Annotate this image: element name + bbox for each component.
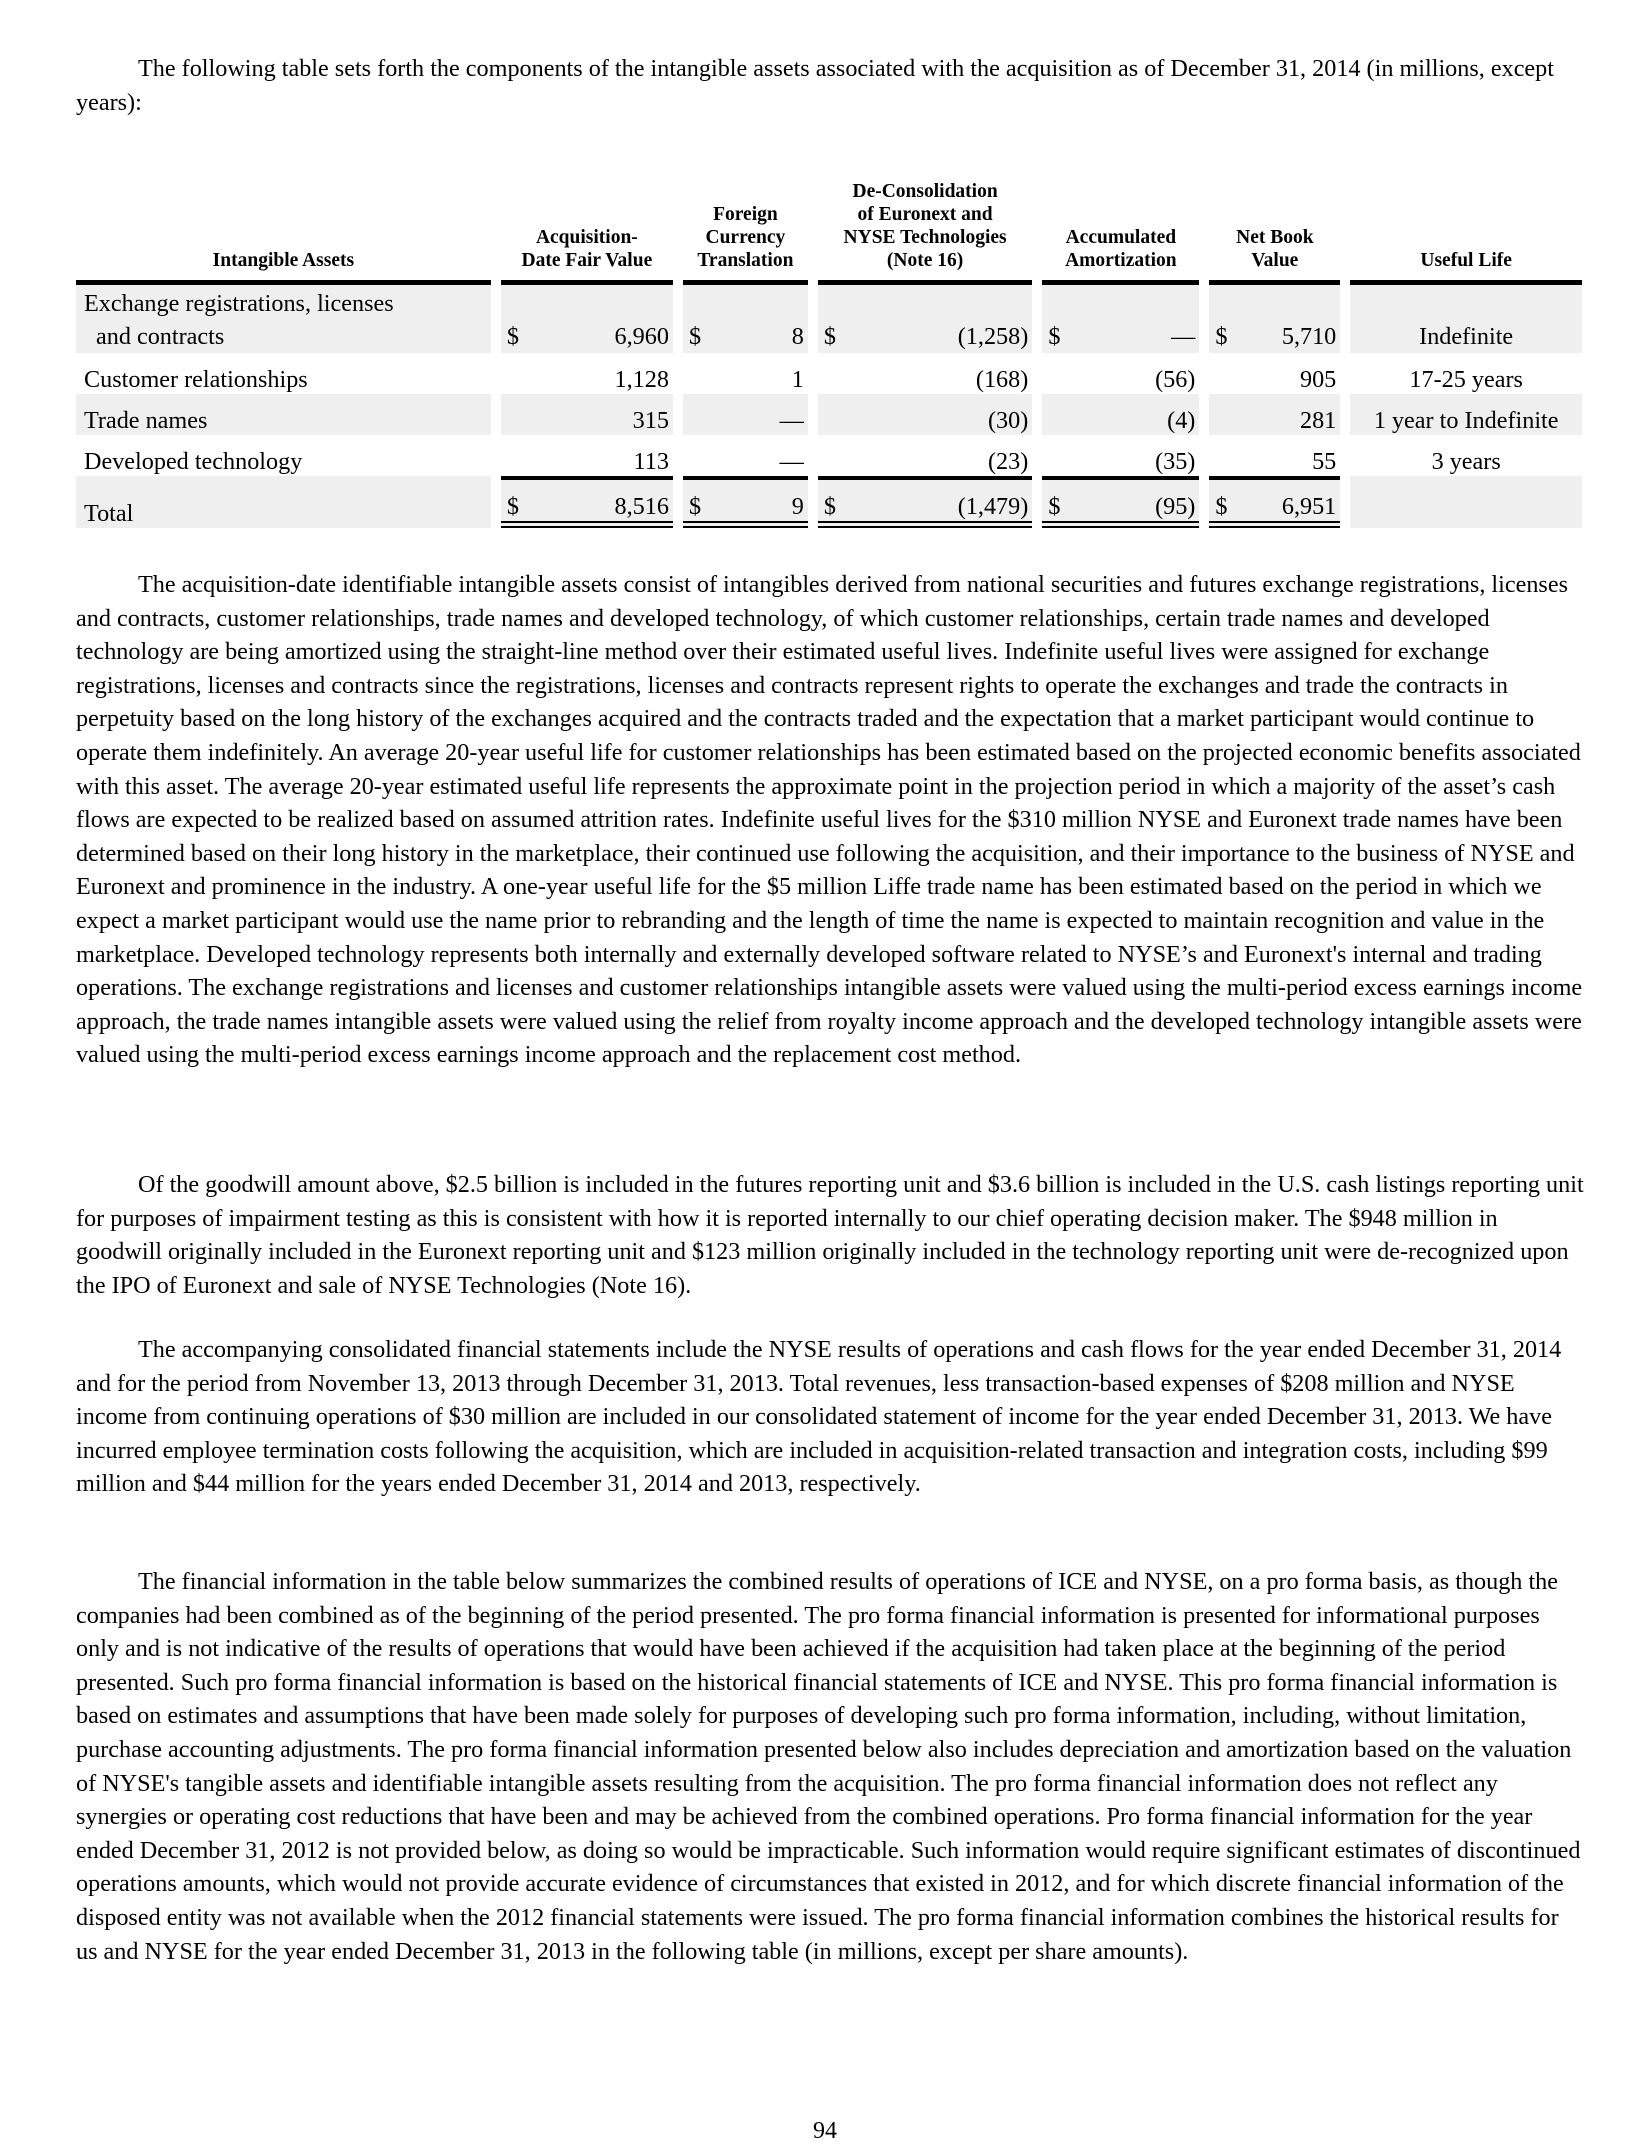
dollar-sign: $ bbox=[1209, 476, 1239, 528]
spacer bbox=[1032, 285, 1042, 353]
spacer bbox=[673, 353, 683, 394]
spacer bbox=[673, 285, 683, 353]
paragraph-intangibles: The acquisition-date identifiable intangible assets consist of intangibles derived from national securities and futures exchange registrations, licenses and contracts, customer relationships, trade names and developed technology, of which customer relationships, certain trade names and developed technology are being amortized using the straight-line method over their estimated useful lives. Indefinite useful lives were assigned for exchange registrations, licenses and contracts since the registrations, licenses and contracts represent rights to operate the exchanges and trade the contracts in perpetuity based on the long history of the exchanges acquired and the contracts traded and the expectation that a market participant would continue to operate them indefinitely. An average 20-year useful life for customer relationships has been estimated based on the projected economic benefits associated with this asset. The average 20-year estimated useful life represents the approximate point in the projection period in which a majority of the asset’s cash flows are expected to be realized based on assumed attrition rates. Indefinite useful lives for the $310 million NYSE and Euronext trade names have been determined based on their long history in the marketplace, their continued use following the acquisition, and their importance to the business of NYSE and Euronext and prominence in the industry. A one-year useful life for the $5 million Liffe trade name has been estimated based on the period in which we expect a market participant would use the name prior to rebranding and the length of time the name is expected to maintain recognition and value in the marketplace. Developed technology represents both internally and externally developed software related to NYSE’s and Euronext's internal and trading operations. The exchange registrations and licenses and customer relationships intangible assets were valued using the multi-period excess earnings income approach, the trade names intangible assets were valued using the relief from royalty income approach and the developed technology intangible assets were valued using the multi-period excess earnings income approach and the replacement cost method. bbox=[76, 571, 1583, 1069]
spacer bbox=[1340, 353, 1350, 394]
spacer bbox=[491, 435, 501, 476]
useful-life-cell: 17-25 years bbox=[1409, 366, 1523, 393]
currency-translation-cell: 1 bbox=[791, 366, 804, 393]
accumulated-amortization-cell: (4) bbox=[1073, 394, 1200, 435]
row-label bbox=[76, 285, 491, 353]
accumulated-amortization-cell: — bbox=[1073, 285, 1200, 353]
paragraph-results: The accompanying consolidated financial statements include the NYSE results of operations and cash flows for the year ended December 31, 2014 and for the period from November 13, 2013 through December 31, 2013. Total revenues, less transaction-based expenses of $208 million and NYSE income from continuing operations of $30 million are included in our consolidated statement of income for the year ended December 31, 2013. We have incurred employee termination costs following the acquisition, which are included in acquisition-related transaction and integration costs, including $99 million and $44 million for the years ended December 31, 2014 and 2013, respectively. bbox=[76, 1336, 1562, 1498]
deconsolidation-cell: (23) bbox=[987, 448, 1029, 475]
row-label-text: Exchange registrations, licenses bbox=[84, 290, 394, 317]
useful-life-cell: 1 year to Indefinite bbox=[1350, 394, 1582, 435]
spacer bbox=[1032, 394, 1042, 435]
dollar-sign: $ bbox=[818, 476, 848, 528]
header-fair-value: Acquisition- Date Fair Value bbox=[501, 180, 673, 285]
spacer bbox=[1199, 353, 1209, 394]
dollar-sign bbox=[501, 435, 531, 476]
table-row bbox=[76, 285, 1582, 353]
spacer bbox=[491, 476, 501, 528]
spacer bbox=[808, 476, 818, 528]
fair-value-cell: 315 bbox=[531, 394, 673, 435]
spacer bbox=[1199, 476, 1209, 528]
dollar-sign: $ bbox=[1042, 285, 1072, 353]
spacer bbox=[673, 435, 683, 476]
row-label-text: Customer relationships bbox=[84, 366, 308, 393]
spacer bbox=[1032, 353, 1042, 394]
dollar-sign: $ bbox=[683, 285, 713, 353]
spacer bbox=[1340, 435, 1350, 476]
currency-translation-cell: 8 bbox=[713, 285, 808, 353]
spacer bbox=[1199, 285, 1209, 353]
spacer bbox=[491, 285, 501, 353]
spacer bbox=[491, 394, 501, 435]
dollar-sign bbox=[1042, 394, 1072, 435]
table-row bbox=[76, 353, 1582, 394]
table-header-row bbox=[76, 180, 1582, 285]
dollar-sign bbox=[501, 353, 531, 394]
deconsolidation-cell: (168) bbox=[975, 366, 1029, 393]
row-label bbox=[76, 353, 491, 394]
header-intangible-assets: Intangible Assets bbox=[76, 180, 491, 285]
paragraph-pro-forma: The financial information in the table below summarizes the combined results of operations of ICE and NYSE, on a pro forma basis, as though the companies had been combined as of the beginning of the period presented. The pro forma financial information is presented for informational purposes only and is not indicative of the results of operations that would have been achieved if the acquisition had taken place at the beginning of the period presented. Such pro forma financial information is based on the historical financial statements of ICE and NYSE. This pro forma financial information is based on estimates and assumptions that have been made solely for purposes of developing such pro forma information, including, without limitation, purchase accounting adjustments. The pro forma financial information presented below also includes depreciation and amortization based on the valuation of NYSE's tangible assets and identifiable intangible assets resulting from the acquisition. The pro forma financial information does not reflect any synergies or operating cost reductions that have been and may be achieved from the combined operations. Pro forma financial information for the year ended December 31, 2012 is not provided below, as doing so would be impracticable. Such information would require significant estimates of discontinued operations amounts, which would not provide accurate evidence of circumstances that existed in 2012, and for which discrete financial information of the disposed entity was not available when the 2012 financial statements were issued. The pro forma financial information combines the historical results for us and NYSE for the year ended December 31, 2013 in the following table (in millions, except per share amounts). bbox=[76, 1568, 1581, 1965]
spacer bbox=[808, 353, 818, 394]
dollar-sign bbox=[501, 394, 531, 435]
dollar-sign: $ bbox=[683, 476, 713, 528]
net-book-value-cell: 281 bbox=[1240, 394, 1341, 435]
row-label bbox=[76, 476, 491, 528]
spacer bbox=[673, 394, 683, 435]
intro-paragraph: The following table sets forth the components of the intangible assets associated with the acquisition as of December 31, 2014 (in millions, except years): bbox=[76, 55, 1554, 116]
dollar-sign bbox=[818, 394, 848, 435]
dollar-sign: $ bbox=[1209, 285, 1239, 353]
intangible-assets-table bbox=[76, 180, 1582, 528]
spacer bbox=[1340, 476, 1350, 528]
header-foreign-currency: Foreign Currency Translation bbox=[683, 180, 808, 285]
spacer bbox=[1032, 435, 1042, 476]
net-book-value-cell: 6,951 bbox=[1240, 476, 1341, 528]
spacer bbox=[1032, 476, 1042, 528]
deconsolidation-cell: (30) bbox=[848, 394, 1032, 435]
table-row bbox=[76, 394, 1582, 435]
fair-value-cell: 1,128 bbox=[614, 366, 669, 393]
spacer bbox=[1340, 394, 1350, 435]
dollar-sign: $ bbox=[1042, 476, 1072, 528]
useful-life-cell bbox=[1350, 476, 1582, 528]
accumulated-amortization-cell: (95) bbox=[1073, 476, 1200, 528]
dollar-sign bbox=[683, 435, 713, 476]
useful-life-cell: 3 years bbox=[1431, 448, 1501, 475]
fair-value-cell: 113 bbox=[633, 448, 669, 475]
spacer bbox=[808, 285, 818, 353]
net-book-value-cell: 905 bbox=[1299, 366, 1337, 393]
deconsolidation-cell: (1,479) bbox=[848, 476, 1032, 528]
spacer bbox=[1199, 435, 1209, 476]
dollar-sign bbox=[683, 394, 713, 435]
row-label-text: Trade names bbox=[84, 407, 208, 434]
row-label bbox=[76, 394, 491, 435]
spacer bbox=[808, 435, 818, 476]
spacer bbox=[491, 353, 501, 394]
accumulated-amortization-cell: (35) bbox=[1155, 448, 1196, 475]
spacer bbox=[1199, 394, 1209, 435]
row-label-text-cont: and contracts bbox=[96, 323, 225, 350]
dollar-sign bbox=[818, 435, 848, 476]
dollar-sign bbox=[1042, 353, 1072, 394]
header-useful-life: Useful Life bbox=[1350, 180, 1582, 285]
dollar-sign: $ bbox=[818, 285, 848, 353]
table-row bbox=[76, 435, 1582, 476]
header-net-book-value: Net Book Value bbox=[1209, 180, 1340, 285]
page-number: 94 bbox=[813, 2118, 837, 2144]
spacer bbox=[1340, 285, 1350, 353]
net-book-value-cell: 5,710 bbox=[1240, 285, 1341, 353]
dollar-sign bbox=[1209, 435, 1239, 476]
accumulated-amortization-cell: (56) bbox=[1155, 366, 1196, 393]
header-deconsolidation: De-Consolidation of Euronext and NYSE Technologies (Note 16) bbox=[818, 180, 1032, 285]
useful-life-cell: Indefinite bbox=[1350, 285, 1582, 353]
currency-translation-cell: — bbox=[779, 448, 804, 475]
dollar-sign bbox=[1209, 394, 1239, 435]
row-label-text: Total bbox=[84, 500, 134, 527]
dollar-sign: $ bbox=[501, 476, 531, 528]
currency-translation-cell: 9 bbox=[713, 476, 808, 528]
paragraph-goodwill: Of the goodwill amount above, $2.5 billion is included in the futures reporting unit and $3.6 billion is included in the U.S. cash listings reporting unit for purposes of impairment testing as this is consistent with how it is reported internally to our chief operating decision maker. The $948 million in goodwill originally included in the Euronext reporting unit and $123 million originally included in the technology reporting unit were de-recognized upon the IPO of Euronext and sale of NYSE Technologies (Note 16). bbox=[76, 1171, 1584, 1299]
dollar-sign bbox=[683, 353, 713, 394]
total-row bbox=[76, 476, 1582, 528]
dollar-sign: $ bbox=[501, 285, 531, 353]
currency-translation-cell: — bbox=[713, 394, 808, 435]
header-accumulated-amortization: Accumulated Amortization bbox=[1042, 180, 1199, 285]
deconsolidation-cell: (1,258) bbox=[848, 285, 1032, 353]
dollar-sign bbox=[818, 353, 848, 394]
fair-value-cell: 6,960 bbox=[531, 285, 673, 353]
row-label-text: Developed technology bbox=[84, 448, 303, 475]
row-label bbox=[76, 435, 491, 476]
fair-value-cell: 8,516 bbox=[531, 476, 673, 528]
spacer bbox=[808, 394, 818, 435]
net-book-value-cell: 55 bbox=[1312, 448, 1337, 475]
spacer bbox=[673, 476, 683, 528]
dollar-sign bbox=[1209, 353, 1239, 394]
dollar-sign bbox=[1042, 435, 1072, 476]
